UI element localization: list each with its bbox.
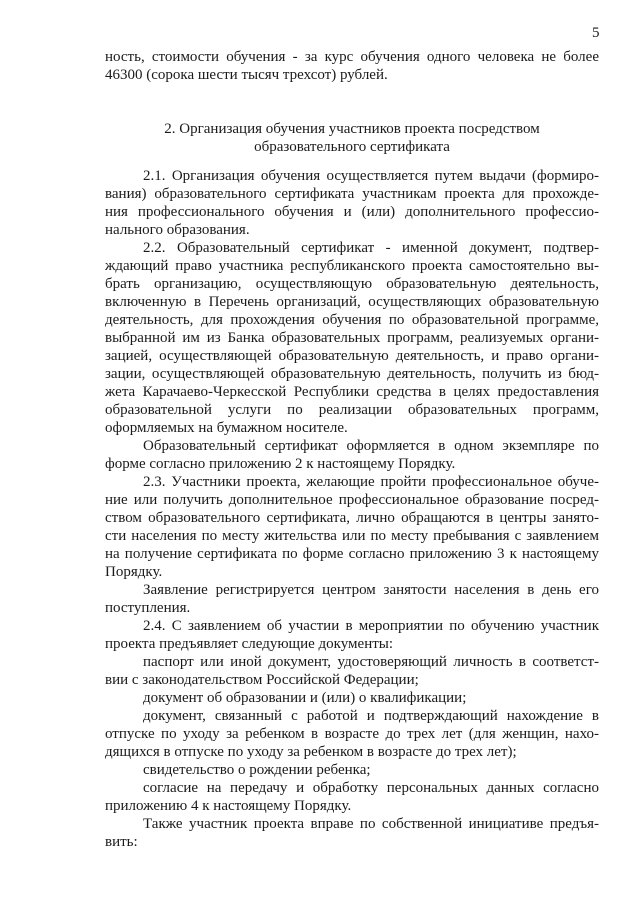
text-line: оформляемых на бумажном носителе. [105,420,348,436]
text-line: свидетельство о рождении ребенка; [143,762,371,778]
text-line: включенную в Перечень организаций, осуществляющих образовательную [105,294,599,310]
text-line: вить: [105,834,138,850]
text-line: ния профессионального обучения и (или) дополнительного профессио- [105,204,599,220]
text-line: поступления. [105,600,191,616]
text-line: паспорт или иной документ, удостоверяющий личность в соответст- [143,654,599,670]
text-line: проекта предъявляет следующие документы: [105,636,394,652]
text-line: Заявление регистрируется центром занятости населения в день его [143,582,599,598]
text-line: Образовательный сертификат оформляется в одном экземпляре по [143,438,599,454]
text-line: сти населения по месту жительства или по месту пребывания с заявлением [105,528,599,544]
text-line: вии с законодательством Российской Федерации; [105,672,419,688]
text-line: деятельность, для прохождения обучения по образовательной программе, [105,312,599,328]
text-line: жета Карачаево-Черкесской Республики средства в целях предоставления [105,384,599,400]
text-line: согласие на передачу и обработку персональных данных согласно [143,780,599,796]
text-line: вания) образовательного сертификата участникам проекта для прохожде- [105,186,599,202]
text-line: ждающий право участника республиканского проекта самостоятельно вы- [105,258,599,274]
text-line: приложению 4 к настоящему Порядку. [105,798,352,814]
section-body [105,167,599,851]
text-line: форме согласно приложению 2 к настоящему Порядку. [105,456,456,472]
text-line: Также участник проекта вправе по собственной инициативе предъя- [143,816,599,832]
intro-paragraph [105,48,599,84]
text-line: 2.4. С заявлением об участии в мероприятии по обучению участник [143,618,599,634]
text-line: 46300 (сорока шести тысяч трехсот) рублей. [105,67,388,83]
text-line: образовательной услуги по реализации образовательных программ, [105,402,599,418]
text-line: 2.3. Участники проекта, желающие пройти профессиональное обуче- [143,474,599,490]
text-line: на получение сертификата по форме согласно приложению 3 к настоящему [105,546,599,562]
text-line: 2.2. Образовательный сертификат - именной документ, подтвер- [143,240,599,256]
page-number: 5 [592,25,600,41]
text-line: зации, осуществляющей образовательную деятельность, получить из бюд- [105,366,599,382]
text-line: ность, стоимости обучения - за курс обучения одного человека не более [105,49,599,65]
text-line: выбранной им из Банка образовательных программ, реализуемых органи- [105,330,599,346]
heading-line: 2. Организация обучения участников проекта посредством [164,121,540,137]
section-heading [105,120,599,156]
text-line: отпуске по уходу за ребенком в возрасте до трех лет (для женщин, нахо- [105,726,599,742]
text-line: документ, связанный с работой и подтверждающий нахождение в [143,708,599,724]
text-line: Порядку. [105,564,163,580]
text-line: ние или получить дополнительное профессиональное образование посред- [105,492,599,508]
text-line: зацией, осуществляющей образовательную деятельность, и право органи- [105,348,599,364]
heading-line: образовательного сертификата [254,139,450,155]
text-line: документ об образовании и (или) о квалификации; [143,690,467,706]
text-line: 2.1. Организация обучения осуществляется путем выдачи (формиро- [143,168,599,184]
text-line: нального образования. [105,222,250,238]
text-line: ством образовательного сертификата, лично обращаются в центры занято- [105,510,599,526]
text-line: брать организацию, осуществляющую образовательную деятельность, [105,276,599,292]
text-line: дящихся в отпуске по уходу за ребенком в возрасте до трех лет); [105,744,517,760]
